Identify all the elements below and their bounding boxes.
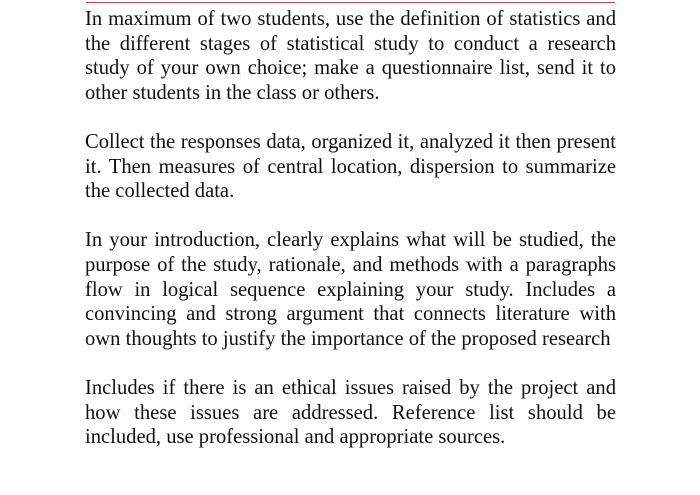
paragraph-introduction: In your introduction, clearly explains what will be studied, the purpose of the study, rationale, and methods with a paragraphs flow in logical sequence explaining your study. Includes a convincing and strong argument that connects literature with own thoughts to justify the importance of the proposed research — [85, 229, 616, 350]
paragraph-ethics-references: Includes if there is an ethical issues raised by the project and how these issues are addressed. Reference list should be included, use professional and appropriate sources. — [85, 376, 616, 449]
paragraph-study-task: In maximum of two students, use the definition of statistics and the different stages of statistical study to conduct a research study of your own choice; make a questionnaire list, send it to other students in the class or others. — [85, 8, 616, 104]
assignment-instructions — [85, 7, 616, 450]
top-underline-fragment — [86, 2, 615, 3]
paragraph-data-analysis: Collect the responses data, organized it, analyzed it then present it. Then measures of central location, dispersion to summarize the collected data. — [85, 130, 616, 203]
